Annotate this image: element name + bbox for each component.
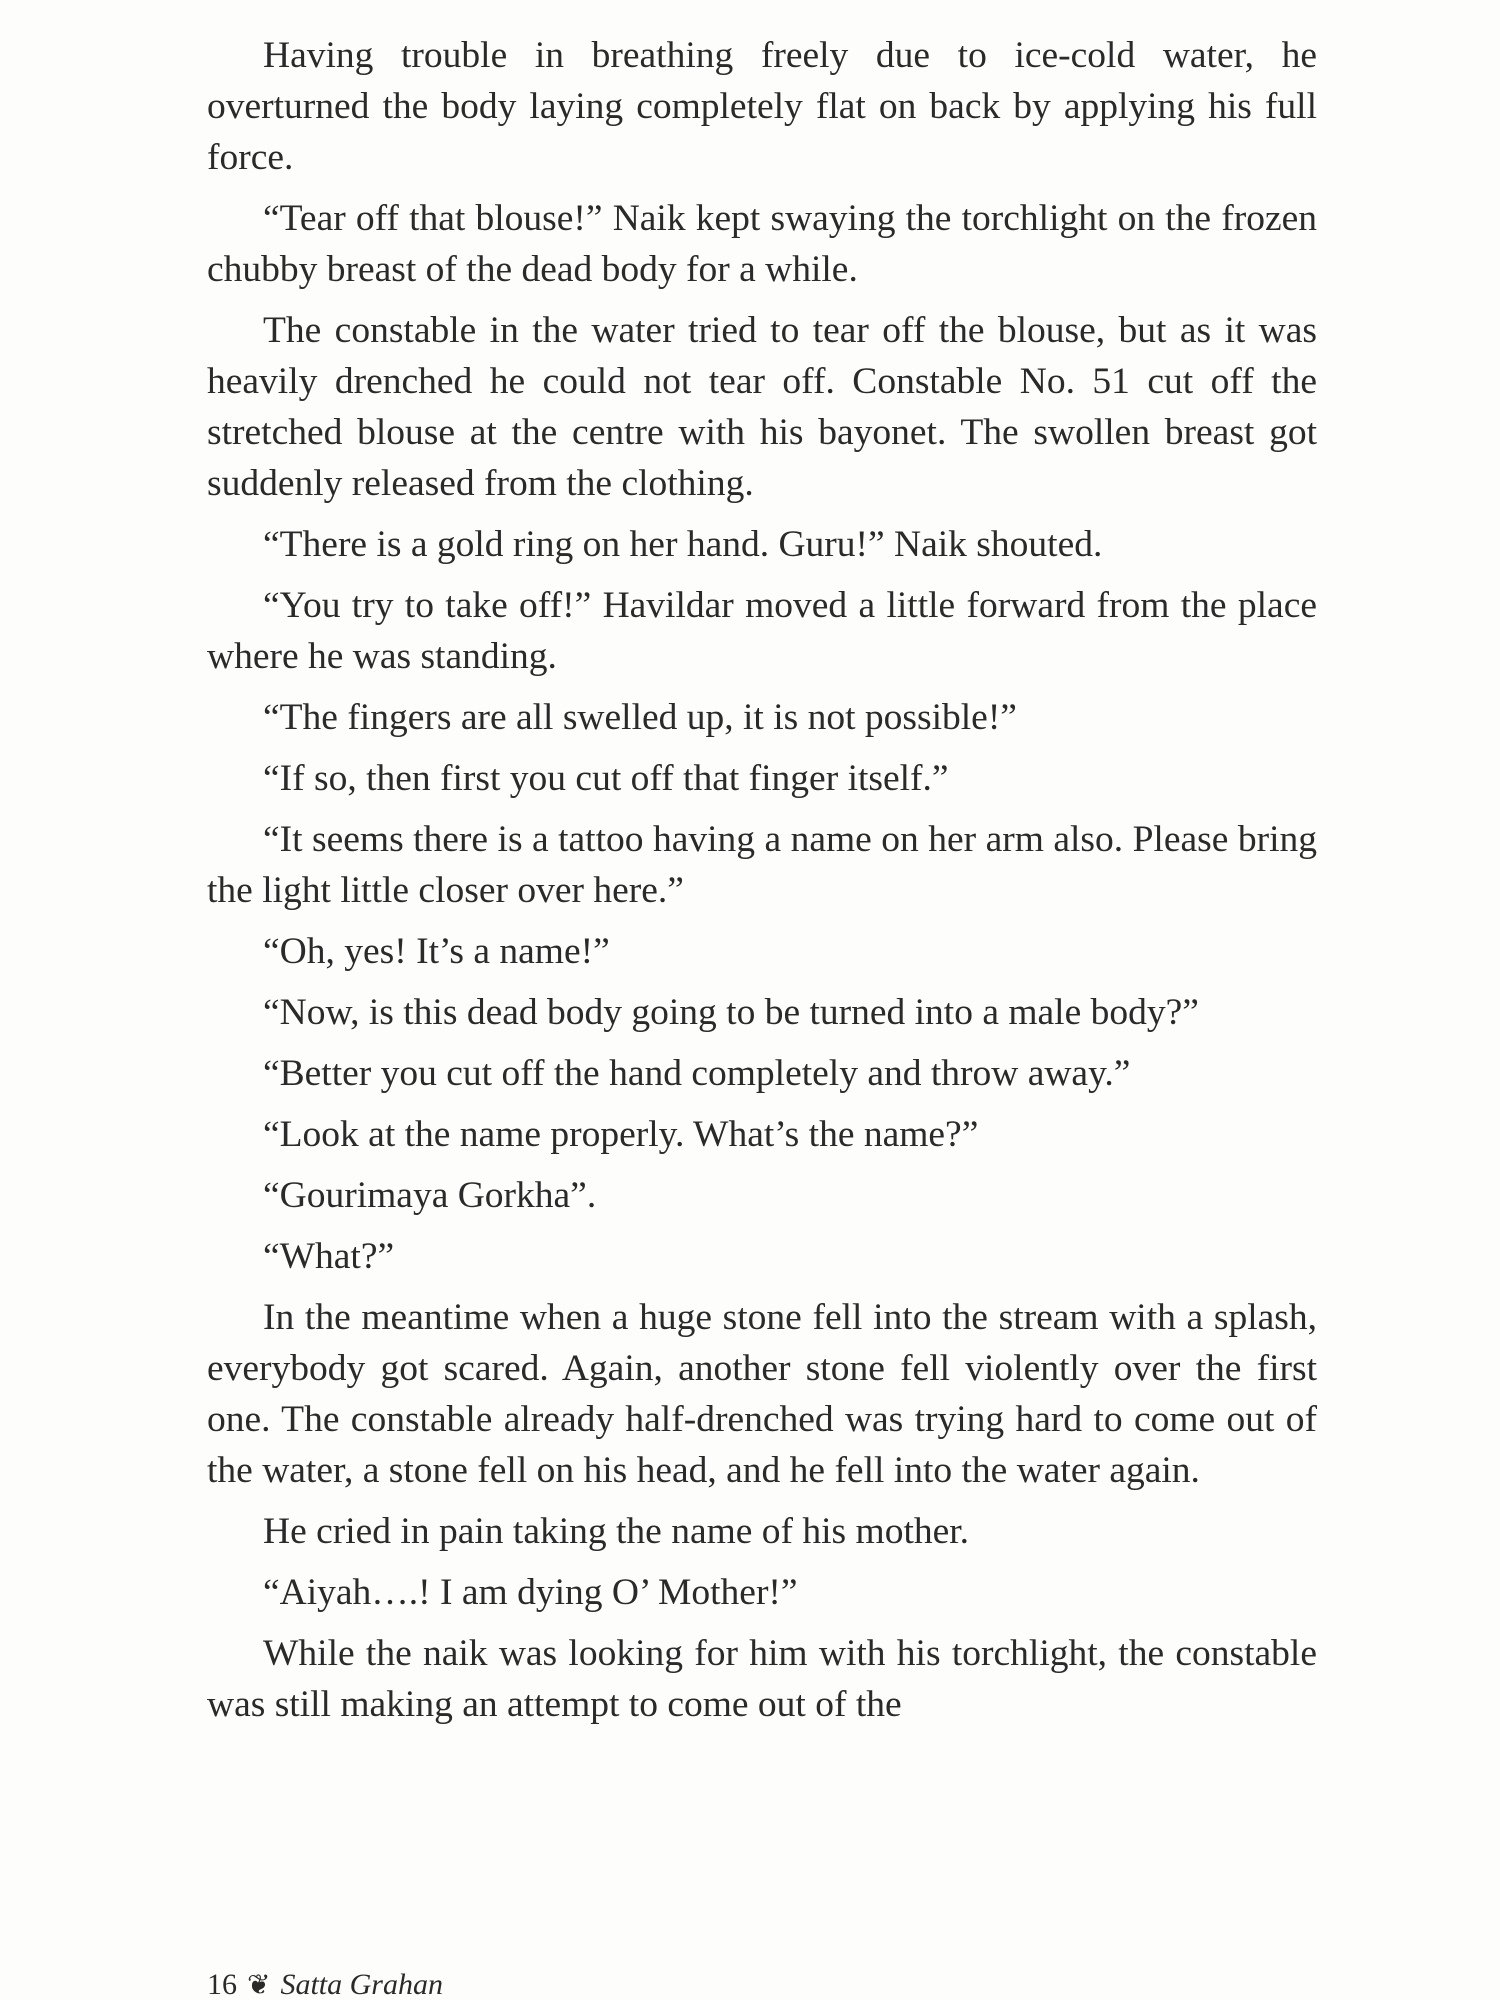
page-number: 16 — [207, 1968, 237, 2001]
paragraph: “Gourimaya Gorkha”. — [263, 1175, 597, 1216]
paragraph: “Better you cut off the hand completely and throw away.” — [263, 1053, 1131, 1094]
paragraph: “Look at the name properly. What’s the name?” — [263, 1114, 979, 1155]
paragraph: While the naik was looking for him with his torchlight, the constable was still making an attempt to come out of the — [207, 1633, 1317, 1725]
paragraph: “You try to take off!” Havildar moved a little forward from the place where he was standing. — [207, 585, 1317, 677]
paragraph: “Tear off that blouse!” Naik kept swaying the torchlight on the frozen chubby breast of the dead body for a while. — [207, 198, 1317, 290]
paragraph: He cried in pain taking the name of his mother. — [263, 1511, 970, 1552]
fleuron-icon: ❦ — [247, 1970, 271, 2001]
paragraph: “If so, then first you cut off that finger itself.” — [263, 758, 949, 799]
paragraph: The constable in the water tried to tear off the blouse, but as it was heavily drenched he could not tear off. Constable No. 51 cut off the stretched blouse at the centre with his bayonet. The swollen breast got suddenly released from the clothing. — [207, 310, 1317, 504]
book-title: Satta Grahan — [280, 1968, 443, 2001]
paragraph: In the meantime when a huge stone fell into the stream with a splash, everybody got scared. Again, another stone fell violently over the first one. The constable already half-drenched was trying hard to come out of the water, a stone fell on his head, and he fell into the water again. — [207, 1297, 1317, 1491]
paragraph: “Aiyah….! I am dying O’ Mother!” — [263, 1572, 798, 1613]
paragraph: “What?” — [263, 1236, 395, 1277]
paragraph: “Oh, yes! It’s a name!” — [263, 931, 610, 972]
body-text — [207, 30, 1317, 1740]
paragraph: “The fingers are all swelled up, it is not possible!” — [263, 697, 1017, 738]
page-footer — [207, 1968, 443, 2002]
paragraph: “It seems there is a tattoo having a name on her arm also. Please bring the light little closer over here.” — [207, 819, 1317, 911]
paragraph: Having trouble in breathing freely due to ice-cold water, he overturned the body laying completely flat on back by applying his full force. — [207, 35, 1317, 178]
paragraph: “There is a gold ring on her hand. Guru!” Naik shouted. — [263, 524, 1103, 565]
paragraph: “Now, is this dead body going to be turned into a male body?” — [263, 992, 1199, 1033]
